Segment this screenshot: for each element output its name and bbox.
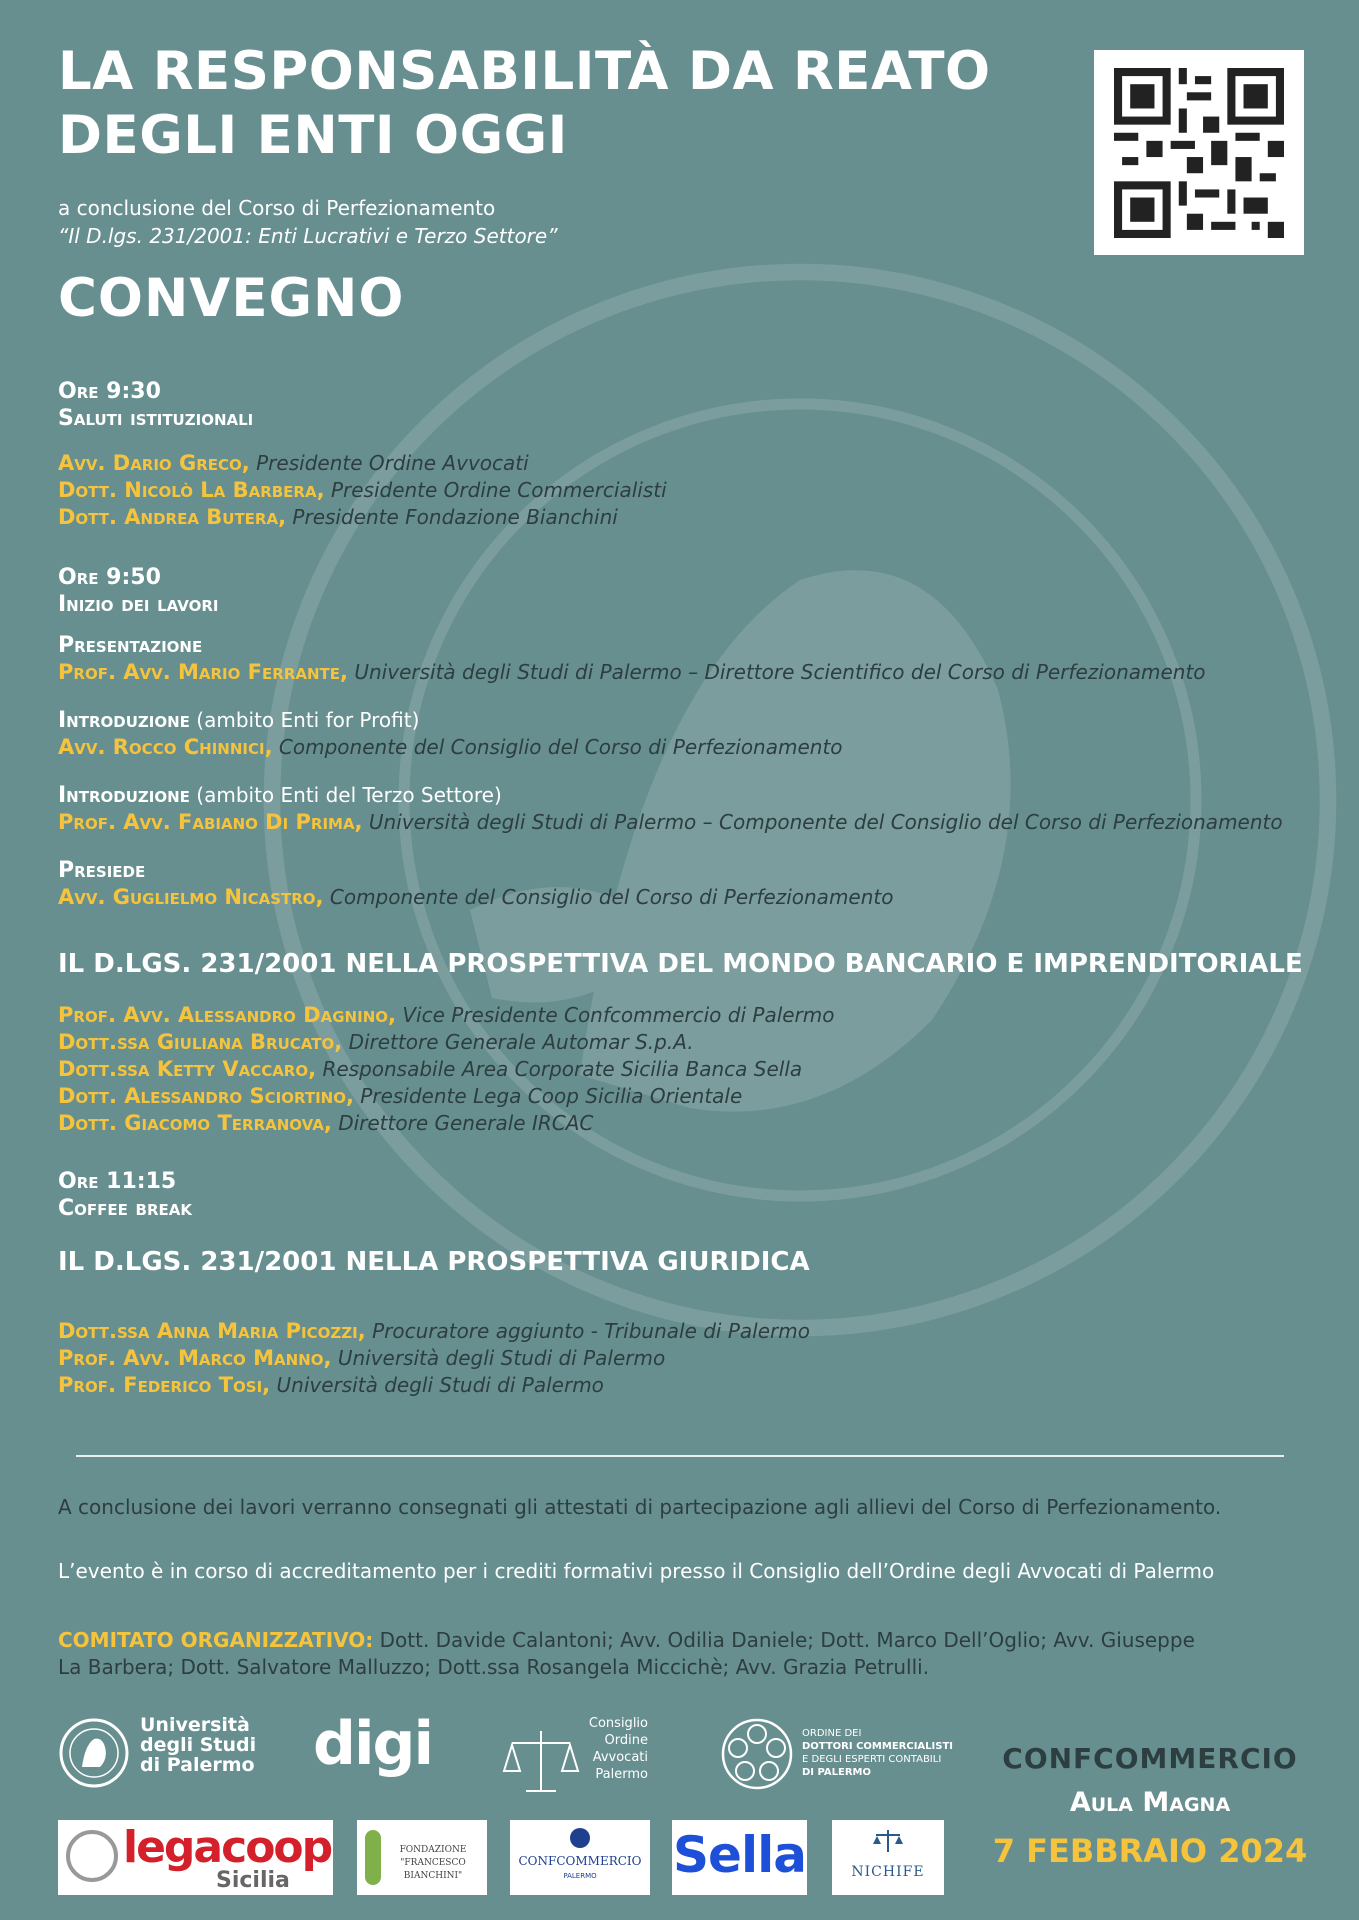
event-date: 7 FEBBRAIO 2024: [992, 1832, 1308, 1870]
organizing-committee: [58, 1627, 1308, 1681]
accreditation-note: L’evento è in corso di accreditamento per i crediti formativi presso il Consiglio dell’Ordine degli Avvocati di Palermo: [58, 1559, 1215, 1583]
committee-label: COMITATO ORGANIZZATIVO:: [58, 1628, 374, 1652]
confcommercio-city: PALERMO: [563, 1872, 597, 1880]
speaker-name: Prof. Federico Tosi,: [58, 1373, 271, 1397]
odcec-line-2: DOTTORI COMMERCIALISTI: [802, 1741, 953, 1752]
legacoop-wordmark: legacoop: [123, 1822, 332, 1873]
speaker-line: [58, 1083, 1318, 1110]
odcec-line-1: ORDINE DEI: [802, 1728, 862, 1739]
speaker-name: Prof. Avv. Fabiano Di Prima,: [58, 810, 363, 834]
session-label: Inizio dei lavori: [58, 592, 219, 617]
speaker-line: [58, 1056, 1318, 1083]
unipa-line-2: degli Studi: [140, 1734, 257, 1756]
speaker-name: Dott. Andrea Butera,: [58, 505, 287, 529]
avvocati-line-3: Avvocati: [592, 1750, 648, 1765]
speaker-line: [58, 1110, 1318, 1137]
nichife-logo: [832, 1820, 944, 1895]
unipa-seal-icon: [58, 1717, 130, 1789]
section-title-banking: IL D.LGS. 231/2001 NELLA PROSPETTIVA DEL MONDO BANCARIO E IMPRENDITORIALE: [58, 949, 1303, 979]
intro-heading: [58, 707, 1318, 734]
intro-third-sector-block: [58, 782, 1318, 836]
event-info: [992, 1742, 1308, 1870]
speaker-role: Componente del Consiglio del Corso di Perfezionamento: [329, 885, 894, 909]
session-label: Saluti istituzionali: [58, 406, 254, 431]
sella-wordmark: Sella: [673, 1826, 806, 1884]
committee-members-1: Dott. Davide Calantoni; Avv. Odilia Daniele; Dott. Marco Dell’Oglio; Avv. Giuseppe: [379, 1628, 1195, 1652]
session-opening: [58, 378, 1318, 432]
intro-profit-block: [58, 707, 1318, 761]
speaker-line: [58, 659, 1318, 686]
speaker-name: Dott.ssa Giuliana Brucato,: [58, 1030, 343, 1054]
poster-title: [58, 40, 1048, 168]
committee-members-2: La Barbera; Dott. Salvatore Malluzzo; Dott.ssa Rosangela Miccichè; Avv. Grazia Petrulli.: [58, 1655, 930, 1679]
qr-code[interactable]: [1094, 50, 1304, 255]
intro-scope: (ambito Enti for Profit): [196, 708, 420, 732]
speaker-name: Dott. Alessandro Sciortino,: [58, 1084, 354, 1108]
speaker-role: Vice Presidente Confcommercio di Palermo: [402, 1003, 835, 1027]
presentation-block: [58, 632, 1318, 686]
title-line-2: DEGLI ENTI OGGI: [58, 105, 568, 166]
speaker-role: Presidente Fondazione Bianchini: [292, 505, 618, 529]
speaker-role: Università degli Studi di Palermo: [276, 1373, 604, 1397]
speaker-role: Presidente Lega Coop Sicilia Orientale: [360, 1084, 743, 1108]
speaker-role: Componente del Consiglio del Corso di Perfezionamento: [278, 735, 843, 759]
speaker-role: Università degli Studi di Palermo: [337, 1346, 666, 1370]
legacoop-swirl-icon: [66, 1830, 118, 1882]
subtitle-line-2: “Il D.lgs. 231/2001: Enti Lucrativi e Terzo Settore”: [58, 224, 558, 248]
sella-logo: [672, 1820, 807, 1895]
chair-block: [58, 857, 1318, 911]
speaker-role: Presidente Ordine Avvocati: [256, 451, 529, 475]
certificates-note: A conclusione dei lavori verranno consegnati gli attestati di partecipazione agli allievi del Corso di Perfezionamento.: [58, 1495, 1222, 1519]
confcommercio-emblem-icon: [570, 1828, 590, 1848]
speaker-line: [58, 809, 1318, 836]
nichife-wordmark: NICHIFE: [851, 1864, 925, 1880]
qr-code-icon: [1114, 68, 1284, 238]
speaker-line: [58, 504, 1318, 531]
speaker-role: Università degli Studi di Palermo – Componente del Consiglio del Corso di Perfezionamento: [368, 810, 1283, 834]
speaker-name: Avv. Rocco Chinnici,: [58, 735, 273, 759]
avvocati-line-4: Palermo: [595, 1767, 648, 1782]
speaker-name: Prof. Avv. Mario Ferrante,: [58, 660, 348, 684]
confcommercio-logo: [510, 1820, 650, 1895]
legacoop-logo: [58, 1820, 333, 1895]
speaker-name: Dott. Giacomo Terranova,: [58, 1111, 332, 1135]
session-break: [58, 1168, 1318, 1222]
subtitle: [58, 194, 558, 250]
speaker-role: Responsabile Area Corporate Sicilia Banca Sella: [322, 1057, 803, 1081]
speaker-line: [58, 477, 1318, 504]
speaker-line: [58, 1318, 1318, 1345]
speaker-line: [58, 1372, 1318, 1399]
speaker-line: [58, 734, 1318, 761]
speaker-name: Avv. Guglielmo Nicastro,: [58, 885, 324, 909]
chair-label: Presiede: [58, 858, 146, 883]
presentation-label: Presentazione: [58, 633, 203, 658]
greetings-list: [58, 450, 1318, 531]
speaker-role: Presidente Ordine Commercialisti: [330, 478, 667, 502]
speaker-line: [58, 884, 1318, 911]
speaker-role: Direttore Generale IRCAC: [338, 1111, 594, 1135]
event-type-heading: CONVEGNO: [58, 268, 405, 329]
title-line-1: LA RESPONSABILITÀ DA REATO: [58, 41, 991, 102]
divider: [76, 1455, 1284, 1457]
speaker-name: Prof. Avv. Marco Manno,: [58, 1346, 332, 1370]
speaker-name: Prof. Avv. Alessandro Dagnino,: [58, 1003, 396, 1027]
session-label: Coffee break: [58, 1196, 193, 1221]
session-start: [58, 564, 1318, 618]
legacoop-region: Sicilia: [216, 1868, 290, 1893]
session-time: Ore 9:50: [58, 565, 161, 590]
speaker-name: Dott.ssa Ketty Vaccaro,: [58, 1057, 317, 1081]
avvocati-line-1: Consiglio: [588, 1716, 648, 1731]
digi-logo: digi: [313, 1709, 433, 1779]
intro-label: Introduzione: [58, 783, 190, 808]
subtitle-line-1: a conclusione del Corso di Perfezionamento: [58, 196, 496, 220]
unipa-line-1: Università: [140, 1714, 250, 1736]
session-time: Ore 11:15: [58, 1169, 177, 1194]
intro-scope: (ambito Enti del Terzo Settore): [196, 783, 502, 807]
avvocati-line-2: Ordine: [604, 1733, 648, 1748]
event-venue: Aula Magna: [1069, 1787, 1231, 1818]
fondazione-line-1: FONDAZIONE: [399, 1845, 467, 1855]
fondazione-line-2: "FRANCESCO BIANCHINI": [400, 1858, 466, 1881]
confcommercio-wordmark: CONFCOMMERCIO: [518, 1854, 642, 1868]
banking-speakers-list: [58, 1002, 1318, 1137]
odcec-line-3: E DEGLI ESPERTI CONTABILI: [802, 1754, 942, 1765]
fondazione-bianchini-logo: [357, 1820, 487, 1895]
speaker-line: [58, 1029, 1318, 1056]
speaker-role: Procuratore aggiunto - Tribunale di Palermo: [372, 1319, 810, 1343]
speaker-name: Dott. Nicolò La Barbera,: [58, 478, 325, 502]
tree-icon: [365, 1830, 381, 1885]
session-time: Ore 9:30: [58, 379, 161, 404]
scales-of-justice-icon: [500, 1723, 582, 1795]
speaker-line: [58, 1002, 1318, 1029]
unipa-line-3: di Palermo: [140, 1754, 255, 1776]
odcec-line-4: DI PALERMO: [802, 1767, 872, 1778]
speaker-line: [58, 450, 1318, 477]
speaker-role: Direttore Generale Automar S.p.A.: [348, 1030, 694, 1054]
speaker-name: Avv. Dario Greco,: [58, 451, 250, 475]
section-title-legal: IL D.LGS. 231/2001 NELLA PROSPETTIVA GIURIDICA: [58, 1247, 810, 1277]
event-organizer: CONFCOMMERCIO: [1002, 1742, 1298, 1775]
intro-label: Introduzione: [58, 708, 190, 733]
legal-speakers-list: [58, 1318, 1318, 1399]
speaker-role: Università degli Studi di Palermo – Direttore Scientifico del Corso di Perfezionamento: [354, 660, 1206, 684]
speaker-line: [58, 1345, 1318, 1372]
speaker-name: Dott.ssa Anna Maria Picozzi,: [58, 1319, 366, 1343]
odcec-emblem-icon: [720, 1717, 794, 1791]
nichife-scales-icon: [873, 1828, 903, 1854]
intro-heading: [58, 782, 1318, 809]
